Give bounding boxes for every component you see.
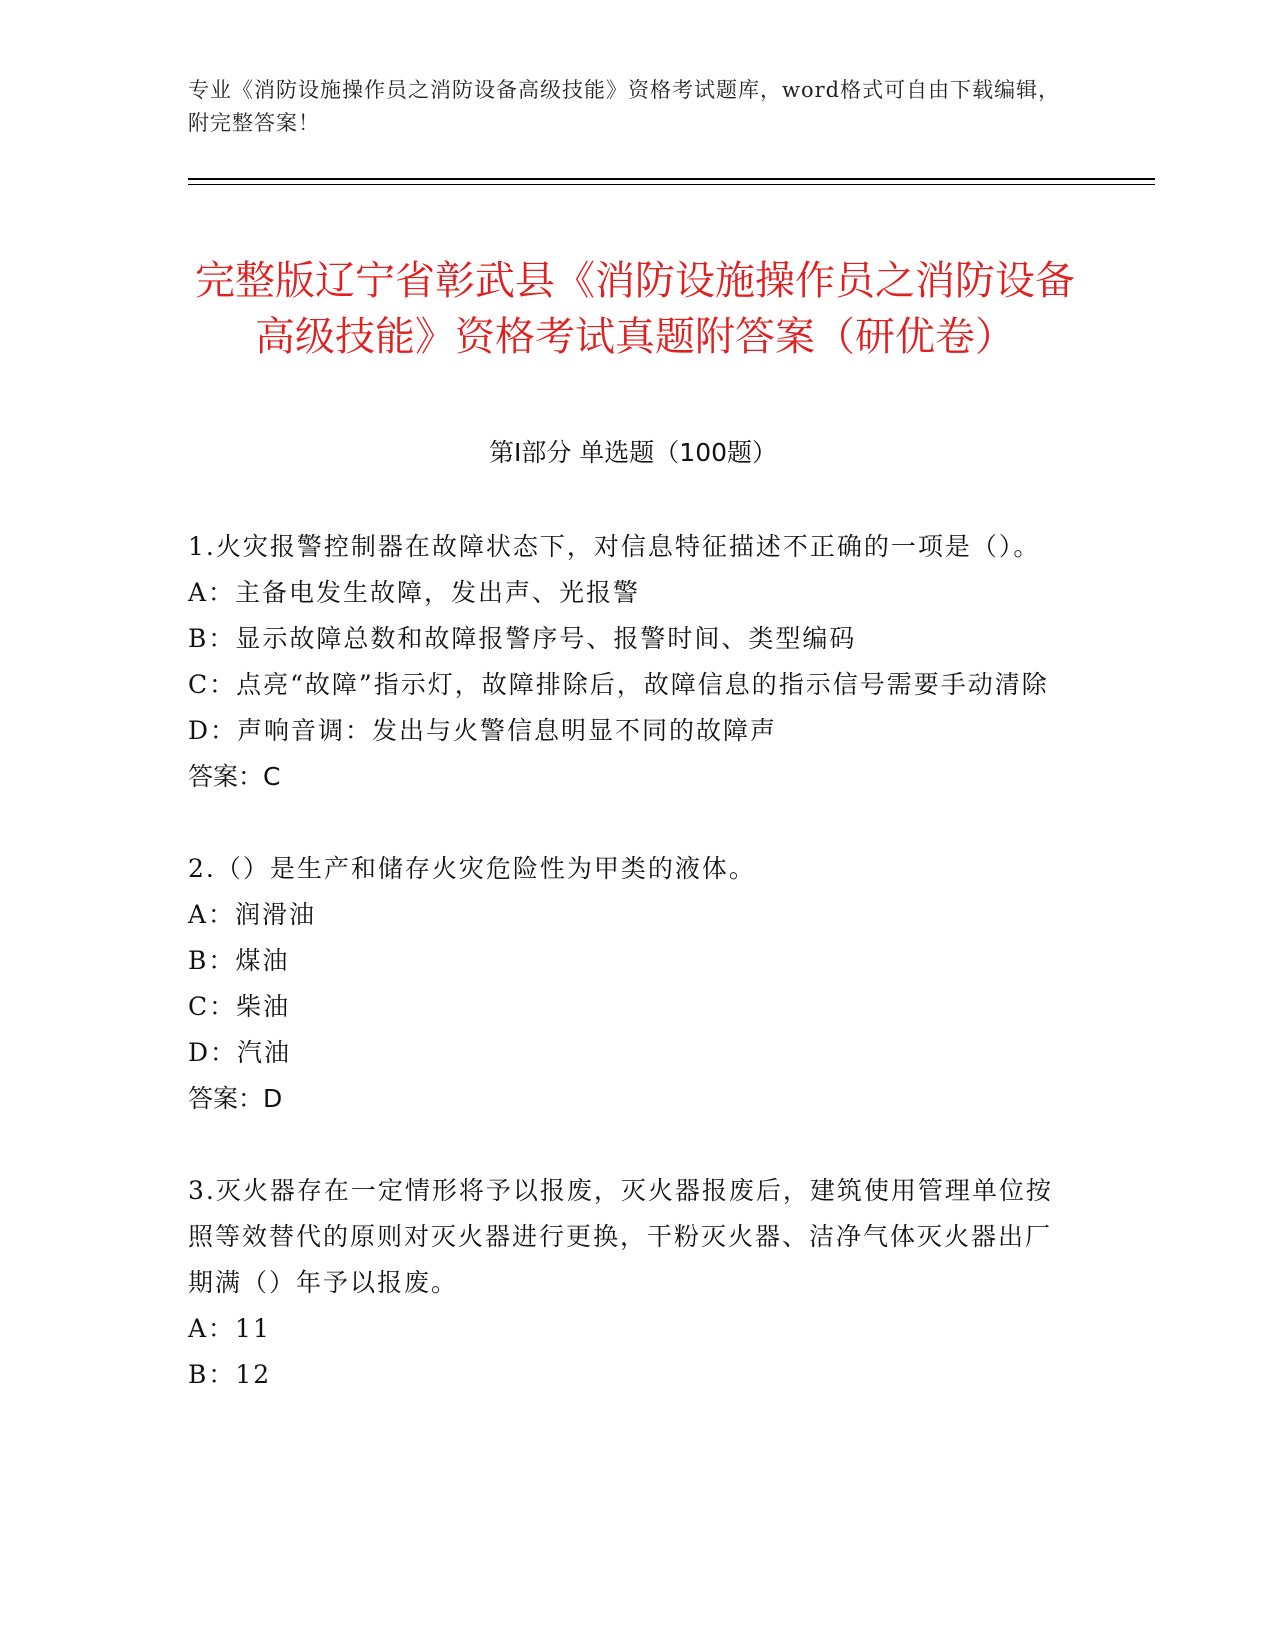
document-title: 完整版辽宁省彰武县《消防设施操作员之消防设备高级技能》资格考试真题附答案（研优卷） [195,257,1075,360]
option-d: D：汽油 [188,1038,292,1067]
option-a: A：11 [188,1314,271,1343]
header-rule-thick [188,178,1155,180]
option-d: D：声响音调：发出与火警信息明显不同的故障声 [188,716,778,745]
question-stem: 2.（）是生产和储存火灾危险性为甲类的液体。 [188,854,756,883]
option-b: B：12 [188,1360,272,1389]
question-stem: 3.灭火器存在一定情形将予以报废，灭火器报废后，建筑使用管理单位按照等效替代的原则对灭火器进行更换，干粉灭火器、洁净气体灭火器出厂期满（）年予以报废。 [188,1176,1053,1297]
option-b: B：显示故障总数和故障报警序号、报警时间、类型编码 [188,624,857,653]
option-a: A：主备电发生故障，发出声、光报警 [188,578,641,607]
option-b: B：煤油 [188,946,290,975]
answer: 答案：C [188,762,281,791]
option-c: C：点亮“故障”指示灯，故障排除后，故障信息的指示信号需要手动清除 [188,670,1049,699]
question-2 [188,846,1068,1122]
answer: 答案：D [188,1084,283,1113]
header-rule-thin [188,184,1155,185]
option-a: A：润滑油 [188,900,317,929]
question-list [188,524,1068,1398]
question-1 [188,524,1068,800]
header-note: 专业《消防设施操作员之消防设备高级技能》资格考试题库，word格式可自由下载编辑，附完整答案！ [188,78,1061,135]
question-stem: 1.火灾报警控制器在故障状态下，对信息特征描述不正确的一项是（）。 [188,532,1041,561]
question-3 [188,1168,1068,1398]
section-heading: 第Ⅰ部分 单选题（100题） [488,438,778,467]
option-c: C：柴油 [188,992,291,1021]
